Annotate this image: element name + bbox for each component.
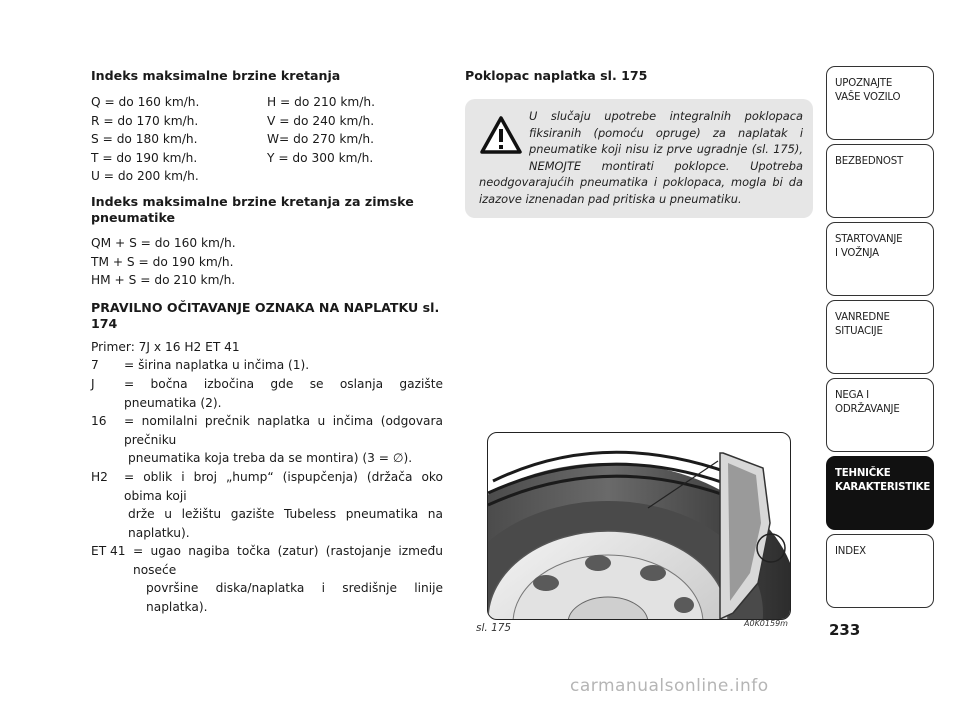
speed-row: V = do 240 km/h. [267,113,375,128]
warning-box [465,99,813,218]
figure-caption: sl. 175 [476,622,512,634]
warning-triangle-icon [479,114,523,158]
rim-value: = ugao nagiba točka (zatur) (rastojanje između noseće [133,544,443,577]
rim-value-cont: pneumatika koja treba da se montira) (3 = ∅). [128,451,413,466]
left-column [91,68,443,617]
speed-row: U = do 200 km/h. [91,169,199,184]
figure-code: A0K0159m [744,619,788,628]
tab-upoznajte[interactable]: UPOZNAJTE VAŠE VOZILO [826,66,934,140]
rim-row [91,542,443,579]
tab-index[interactable]: INDEX [826,534,934,608]
speed-row: Y = do 300 km/h. [267,150,374,165]
speed-row: R = do 170 km/h. [91,113,199,128]
tab-startovanje[interactable]: STARTOVANJE I VOŽNJA [826,222,934,296]
rim-row [91,356,443,375]
speed-row: W= do 270 km/h. [267,132,374,147]
tab-bezbednost[interactable]: BEZBEDNOST [826,144,934,218]
tab-vanredne[interactable]: VANREDNE SITUACIJE [826,300,934,374]
watermark: carmanualsonline.info [570,676,769,696]
rim-value: = širina naplatka u inčima (1). [124,358,310,373]
rim-value: = nomilalni prečnik naplatka u inčima (odgovara prečniku [124,414,443,447]
rim-row [91,468,443,505]
winter-speed-heading: Indeks maksimalne brzine kretanja za zimske pneumatike [91,193,414,225]
rim-row [91,375,443,412]
rim-marking-heading: PRAVILNO OČITAVANJE OZNAKA NA NAPLATKU sl. 174 [91,299,440,331]
rim-value-cont: drže u ležištu gazište Tubeless pneumatika na naplatku). [128,507,443,540]
rim-value: = bočna izbočina gde se oslanja gazište pneumatika (2). [124,376,443,410]
winter-row: QM + S = do 160 km/h. [91,235,236,250]
rim-key: J [91,376,95,391]
warning-text: U slučaju upotrebe integralnih poklopaca fiksiranih (pomoću opruge) za naplatak i pneumatike koji nisu iz prve ugradnje (sl. 175), NEMOJTE montirati poklopce. Upotreba neodgovarajućih pneumatika i poklopaca, mogla bi da izazove iznenadan pad pritiska u pneumatiku. [479,109,803,206]
speed-row: S = do 180 km/h. [91,132,198,147]
winter-speed-list [91,234,443,290]
tab-nega[interactable]: NEGA I ODRŽAVANJE [826,378,934,452]
rim-key: 16 [91,414,107,429]
chapter-tabs [826,66,934,612]
wheel-cover-illustration [487,432,791,620]
rim-row [91,412,443,449]
page-number: 233 [829,621,861,639]
speed-row: Q = do 160 km/h. [91,95,200,109]
winter-row: TM + S = do 190 km/h. [91,254,234,269]
wheel-cover-heading: Poklopac naplatka sl. 175 [465,68,648,83]
rim-value: = oblik i broj „hump“ (ispupčenja) (držača oko obima koji [124,469,443,503]
speed-row [267,167,443,186]
rim-value-cont: površine diska/naplatka i središnje linije naplatka). [146,581,443,615]
rim-key: ET 41 [91,544,126,559]
winter-row: HM + S = do 210 km/h. [91,273,236,288]
tab-tehnicke[interactable]: TEHNIČKE KARAKTERISTIKE [826,456,934,530]
speed-index-heading: Indeks maksimalne brzine kretanja [91,68,341,83]
tire-rim-drawing [488,433,790,619]
rim-key: H2 [91,469,108,484]
middle-column [465,68,813,218]
speed-row: H = do 210 km/h. [267,95,375,109]
rim-key: 7 [91,358,99,373]
rim-example: Primer: 7J x 16 H2 ET 41 [91,339,240,354]
speed-row: T = do 190 km/h. [91,150,198,165]
speed-index-table [91,93,443,186]
rim-definition-list [91,356,443,616]
